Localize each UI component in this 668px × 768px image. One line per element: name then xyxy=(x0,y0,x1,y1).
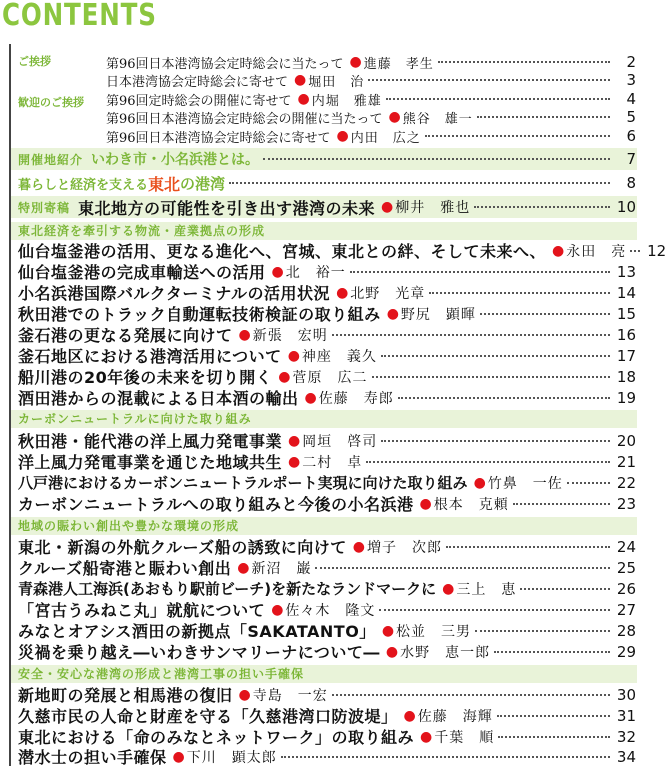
leader-dots xyxy=(474,206,610,208)
section-heading: 東北経済を牽引する物流・産業拠点の形成 xyxy=(18,224,266,238)
entry-author: 内堀 雅雄 xyxy=(311,93,382,109)
entry-author: 堀田 治 xyxy=(308,74,365,90)
entry-author: 佐藤 寿郎 xyxy=(318,390,394,407)
entry-title: 小名浜港国際バルクターミナルの活用状況 xyxy=(18,284,331,303)
bullet-icon: ● xyxy=(288,432,301,449)
leader-dots xyxy=(567,482,610,484)
entry-page: 25 xyxy=(616,558,636,577)
entry-author: 佐藤 海輝 xyxy=(417,708,493,725)
toc-entry[interactable] xyxy=(106,52,638,72)
toc-entry[interactable] xyxy=(18,430,638,451)
leader-dots xyxy=(398,397,610,399)
bullet-icon: ● xyxy=(403,707,416,724)
leader-dots xyxy=(630,250,640,252)
bullet-icon: ● xyxy=(304,389,317,406)
leader-dots xyxy=(372,376,611,378)
bullet-icon: ● xyxy=(238,326,251,343)
page-header xyxy=(0,0,640,36)
entry-title: 仙台塩釜港の活用、更なる進化へ、宮城、東北との絆、そして未来へ、 xyxy=(18,242,547,261)
entry-page: 23 xyxy=(616,494,636,513)
toc-entry[interactable] xyxy=(18,684,638,705)
entry-page: 27 xyxy=(616,600,636,619)
entry-title: 第96回日本港湾協会定時総会に当たって xyxy=(106,56,344,72)
feature-title-part1: 暮らしと経済を支える xyxy=(18,177,149,193)
bullet-icon: ● xyxy=(336,284,349,301)
toc-entry[interactable] xyxy=(18,641,638,662)
leader-dots xyxy=(386,98,610,100)
leader-dots xyxy=(379,609,610,611)
bullet-icon: ● xyxy=(420,728,433,745)
leader-dots xyxy=(446,546,610,548)
entry-page: 6 xyxy=(626,127,636,145)
page-title: CONTENTS xyxy=(2,0,157,33)
entry-title: 新地町の発展と相馬港の復旧 xyxy=(18,686,233,705)
entry-author: 寺島 一宏 xyxy=(252,687,328,704)
leader-dots xyxy=(350,271,610,273)
leader-dots xyxy=(494,651,610,653)
leader-dots xyxy=(477,116,610,118)
entry-title: 第96回日本港湾協会定時総会の開催に当たって xyxy=(106,111,383,127)
entry-author: 柳井 雅也 xyxy=(395,200,471,216)
toc-entry[interactable] xyxy=(18,303,638,324)
section-heading: カーボンニュートラルに向けた取り組み xyxy=(18,412,252,426)
leader-dots xyxy=(332,694,610,696)
entry-title: カーボンニュートラルへの取り組みと今後の小名浜港 xyxy=(18,495,414,514)
entry-page: 31 xyxy=(616,706,636,725)
entry-title: 仙台塩釜港の完成車輸送への活用 xyxy=(18,263,266,282)
entry-title: 酒田港からの混載による日本酒の輸出 xyxy=(18,389,299,408)
section-heading: 地域の賑わい創出や豊かな環境の形成 xyxy=(18,519,240,533)
entry-author: 野尻 顕暉 xyxy=(400,306,476,323)
bullet-icon: ● xyxy=(352,538,365,555)
leader-dots xyxy=(229,182,610,184)
bullet-icon: ● xyxy=(442,580,455,597)
entry-title: 第96回定時総会の開催に寄せて xyxy=(106,93,292,109)
bullet-icon: ● xyxy=(388,109,401,125)
entry-title: 第96回日本港湾協会定時総会に寄せて xyxy=(106,130,331,146)
entry-author: 竹鼻 一佐 xyxy=(487,475,563,492)
entry-page: 14 xyxy=(616,283,636,302)
toc-entry[interactable] xyxy=(18,324,638,345)
entry-title: クルーズ船寄港と賑わい創出 xyxy=(18,559,232,578)
bullet-icon: ● xyxy=(278,368,291,385)
entry-author: 新沼 巌 xyxy=(251,560,312,577)
entry-author: 二村 卓 xyxy=(302,454,363,471)
entry-title: 秋田港・能代港の洋上風力発電事業 xyxy=(18,432,283,451)
leader-dots xyxy=(425,135,610,137)
bullet-icon: ● xyxy=(385,643,399,660)
entry-author: 増子 次郎 xyxy=(366,539,442,556)
toc-entry[interactable] xyxy=(18,240,667,261)
leader-dots xyxy=(332,334,610,336)
entry-author: 永田 亮 xyxy=(566,243,627,260)
entry-page: 24 xyxy=(616,537,636,556)
toc-entry[interactable] xyxy=(106,89,638,109)
bullet-icon: ● xyxy=(386,305,399,322)
toc-entry[interactable] xyxy=(18,705,638,726)
entry-author: 根本 克頼 xyxy=(433,496,509,513)
toc-entry[interactable] xyxy=(18,599,638,620)
entry-title: 釜石港の更なる発展に向けて xyxy=(18,326,233,345)
toc-entry[interactable] xyxy=(18,345,638,366)
entry-title: 八戸港におけるカーボンニュートラルポート実現に向けた取り組み xyxy=(18,474,468,492)
entry-title: 東北における「命のみなとネットワーク」の取り組み xyxy=(18,728,415,747)
toc-entry[interactable] xyxy=(18,472,638,493)
entry-title: 洋上風力発電事業を通じた地域共生 xyxy=(18,453,283,472)
leader-dots xyxy=(513,503,610,505)
venue-title: いわき市・小名浜港とは。 xyxy=(91,152,260,168)
entry-title: 釜石地区における港湾活用について xyxy=(18,347,282,366)
special-entry[interactable] xyxy=(18,196,638,218)
toc-entry[interactable] xyxy=(18,726,638,747)
entry-page: 30 xyxy=(616,685,636,704)
entry-title: 日本港湾協会定時総会に寄せて xyxy=(106,74,289,90)
leader-dots xyxy=(368,79,610,81)
entry-page: 26 xyxy=(616,579,636,598)
leader-dots xyxy=(438,61,610,63)
leader-dots xyxy=(366,461,610,463)
entry-page: 3 xyxy=(626,71,636,89)
entry-title: 災禍を乗り越え―いわきサンマリーナについて― xyxy=(18,643,380,662)
entry-page: 17 xyxy=(616,346,636,365)
bullet-icon: ● xyxy=(381,622,395,639)
entry-author: 佐々木 隆文 xyxy=(285,602,376,619)
entry-author: 千葉 順 xyxy=(434,729,495,746)
entry-page: 2 xyxy=(626,53,636,71)
entry-page: 20 xyxy=(616,431,636,450)
bullet-icon: ● xyxy=(381,199,394,215)
entry-page: 4 xyxy=(626,90,636,108)
entry-title: 久慈市民の人命と財産を守る「久慈港湾口防波堤」 xyxy=(18,707,398,726)
entry-author: 菅原 広二 xyxy=(292,369,368,386)
entry-author: 水野 恵一郎 xyxy=(400,644,491,661)
entry-author: 松並 三男 xyxy=(396,623,472,640)
entry-author: 新張 宏明 xyxy=(252,327,328,344)
welcome-label: 歓迎のご挨拶 xyxy=(18,96,84,109)
entry-author: 北野 光章 xyxy=(350,285,426,302)
bullet-icon: ● xyxy=(288,453,301,470)
entry-author: 熊谷 雄一 xyxy=(402,111,473,127)
bullet-icon: ● xyxy=(349,54,362,70)
entry-title: 潜水士の担い手確保 xyxy=(18,748,167,767)
bullet-icon: ● xyxy=(294,72,307,88)
leader-dots xyxy=(497,715,610,717)
entry-author: 北 裕一 xyxy=(285,264,346,281)
entry-page: 34 xyxy=(616,747,636,766)
entry-page: 21 xyxy=(616,452,636,471)
bullet-icon: ● xyxy=(552,242,565,259)
entry-author: 神座 義久 xyxy=(301,348,377,365)
leader-dots xyxy=(281,756,610,758)
leader-dots xyxy=(263,158,610,160)
venue-entry[interactable] xyxy=(18,148,638,170)
bullet-icon: ● xyxy=(237,559,250,576)
entry-title: みなとオアシス酒田の新拠点「SAKATANTO」 xyxy=(18,622,376,641)
bullet-icon: ● xyxy=(287,347,300,364)
bullet-icon: ● xyxy=(297,91,310,107)
entry-title: 秋田港でのトラック自動運転技術検証の取り組み xyxy=(18,305,381,324)
toc-entry[interactable] xyxy=(18,387,638,408)
entry-title: 青森港人工海浜(あおもり駅前ビーチ)を新たなランドマークに xyxy=(18,580,437,598)
leader-dots xyxy=(480,313,610,315)
toc-entry[interactable] xyxy=(18,620,638,641)
entry-title: 東北地方の可能性を引き出す港湾の未来 xyxy=(78,198,376,218)
feature-title-part3: の港湾 xyxy=(180,174,226,193)
entry-page: 19 xyxy=(616,388,636,407)
bullet-icon: ● xyxy=(238,686,251,703)
toc-entry[interactable] xyxy=(18,282,638,303)
entry-page: 32 xyxy=(616,727,636,746)
entry-author: 進藤 孝生 xyxy=(363,56,434,72)
entry-title: 「宮古うみねこ丸」就航について xyxy=(18,601,266,620)
toc-entry[interactable] xyxy=(18,746,638,767)
entry-page: 22 xyxy=(616,473,636,492)
leader-dots xyxy=(498,736,610,738)
leader-dots xyxy=(381,355,610,357)
entry-author: 岡垣 啓司 xyxy=(302,433,378,450)
toc-entry[interactable] xyxy=(18,493,638,514)
entry-page: 13 xyxy=(616,262,636,281)
entry-page: 15 xyxy=(616,304,636,323)
entry-title: 船川港の20年後の未来を切り開く xyxy=(18,368,273,387)
toc-entry[interactable] xyxy=(18,366,638,387)
leader-dots xyxy=(315,567,610,569)
special-label: 特別寄稿 xyxy=(18,200,71,215)
entry-author: 下川 顕太郎 xyxy=(186,749,277,766)
entry-page: 12 xyxy=(647,241,667,260)
toc-entry[interactable] xyxy=(18,578,638,599)
section-heading: 安全・安心な港湾の形成と港湾工事の担い手確保 xyxy=(18,667,305,681)
toc-entry[interactable] xyxy=(106,70,638,90)
leader-dots xyxy=(475,630,610,632)
entry-page: 18 xyxy=(616,367,636,386)
toc-entry[interactable] xyxy=(18,261,638,282)
leader-dots xyxy=(381,440,610,442)
feature-title-tohoku: 東北 xyxy=(148,174,181,194)
bullet-icon: ● xyxy=(419,495,432,512)
toc-entry[interactable] xyxy=(18,557,638,578)
bullet-icon: ● xyxy=(172,748,185,765)
bullet-icon: ● xyxy=(473,474,486,491)
entry-page: 29 xyxy=(616,642,636,661)
entry-author: 内田 広之 xyxy=(350,130,421,146)
feature-page: 8 xyxy=(626,174,636,192)
entry-author: 三上 恵 xyxy=(456,581,517,598)
bullet-icon: ● xyxy=(271,601,284,618)
venue-page: 7 xyxy=(626,150,636,168)
toc-entry[interactable] xyxy=(106,107,638,127)
feature-entry[interactable] xyxy=(18,172,638,194)
entry-title: 東北・新潟の外航クルーズ船の誘致に向けて xyxy=(18,538,347,557)
entry-page: 16 xyxy=(616,325,636,344)
leader-dots xyxy=(429,292,610,294)
venue-label: 開催地紹介 xyxy=(18,152,84,167)
bullet-icon: ● xyxy=(336,128,349,144)
toc-entry[interactable] xyxy=(18,536,638,557)
toc-entry[interactable] xyxy=(18,451,638,472)
greeting-label: ご挨拶 xyxy=(18,55,51,68)
toc-entry[interactable] xyxy=(106,126,638,146)
leader-dots xyxy=(520,588,610,590)
entry-page: 28 xyxy=(616,621,636,640)
entry-page: 5 xyxy=(626,108,636,126)
bullet-icon: ● xyxy=(271,263,284,280)
entry-page: 10 xyxy=(616,198,636,216)
